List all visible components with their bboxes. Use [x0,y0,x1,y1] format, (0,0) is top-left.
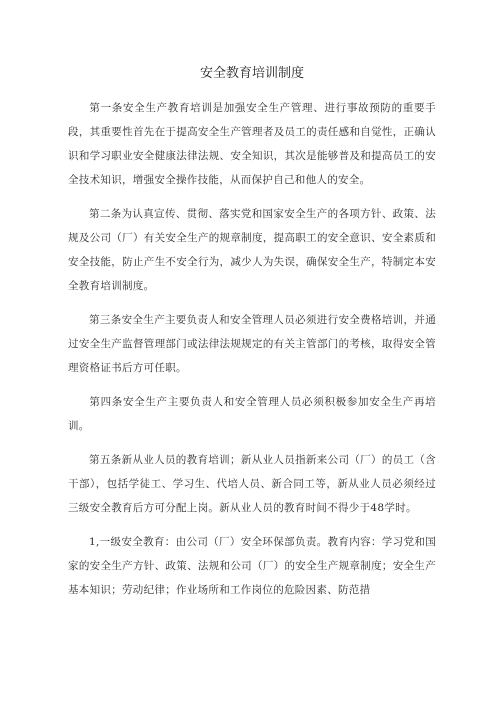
article-2-text: 第二条为认真宣传、贯彻、落实党和国家安全生产的各项方针、政策、法规及公司（厂）有关安全生产的规章制度，提高职工的安全意识、安全素质和安全技能，防止产生不安全行为，减少人为失误，确保安全生产，特制定本安全教育培训制度。 [68,208,436,292]
article-3-text: 第三条安全生产主要负责人和安全管理人员必须进行安全费格培训，并通过安全生产监督管理部门或法律法规规定的有关主管部门的考核，取得安全管理资格证书后方可任职。 [68,314,436,374]
document-title: 安全教育培训制度 [199,66,304,81]
article-4-paragraph [68,390,436,438]
article-2-paragraph [68,202,436,298]
article-5-text: 第五条新从业人员的教育培训；新从业人员指新来公司（厂）的员工（含干部），包括学徒工、学习生、代培人员、新合同工等，新从业人员必须经过三级安全教育后方可分配上岗。新从业人员的教育时间不得少于48学时。 [68,454,436,514]
article-5-paragraph [68,448,436,520]
level-1-education-text: 1,一级安全教育：由公司（厂）安全环保部负责。教育内容：学习党和国家的安全生产方针、政策、法规和公司（厂）的安全生产规章制度；安全生产基本知识；劳动纪律；作业场所和工作岗位的危险因素、防范措 [68,536,436,596]
article-1-text: 第一条安全生产教育培训是加强安全生产管理、进行事故预防的重要手段，其重要性首先在于提高安全生产管理者及员工的责任感和自觉性，正确认识和学习职业安全健康法律法规、安全知识，其次是能够普及和提高员工的安全技术知识，增强安全操作技能，从而保护自己和他人的安全。 [68,102,436,186]
level-1-education-paragraph [68,530,436,602]
article-3-paragraph [68,308,436,380]
document-page [68,66,436,612]
article-1-paragraph [68,96,436,192]
article-4-text: 第四条安全生产主要负责人和安全管理人员必须积极参加安全生产再培训。 [68,396,436,432]
